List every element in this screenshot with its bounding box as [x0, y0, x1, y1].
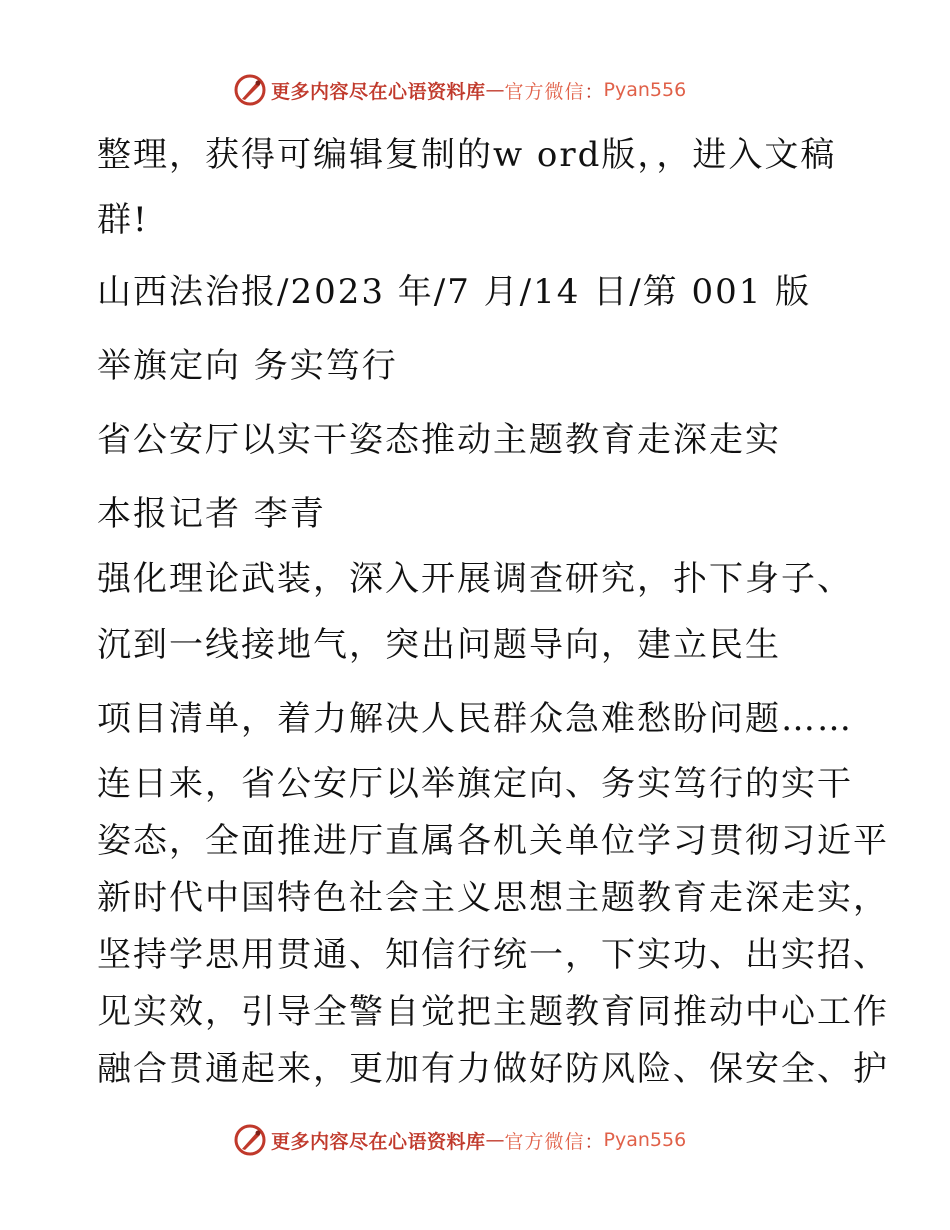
body-line: 坚持学思用贯通、知信行统一，下实功、出实招、: [97, 935, 889, 975]
watermark-contact-id: Pyan556: [603, 1129, 687, 1151]
body-line: 连日来，省公安厅以举旗定向、务实笃行的实干: [97, 764, 853, 804]
body-line: 姿态，全面推进厅直属各机关单位学习贯彻习近平: [97, 821, 889, 861]
footer-watermark: [233, 1122, 686, 1158]
watermark-contact-label: 官方微信: [504, 80, 585, 103]
dateline: 山西法治报/2023 年/7 月/14 日/第 001 版: [97, 272, 812, 312]
quill-logo-icon: [233, 73, 267, 107]
watermark-contact-id: Pyan556: [603, 79, 687, 101]
quill-logo-icon: [233, 1123, 267, 1157]
watermark-contact-label: 官方微信: [504, 1130, 585, 1153]
lead-line: 沉到一线接地气，突出问题导向，建立民生: [97, 625, 781, 665]
lead-line: 项目清单，着力解决人民群众急难愁盼问题……: [97, 699, 853, 739]
article-byline: 本报记者 李青: [97, 494, 326, 534]
text-line: 群!: [97, 200, 149, 240]
body-line: 新时代中国特色社会主义思想主题教育走深走实，: [97, 878, 889, 918]
watermark-dash: —: [485, 1129, 505, 1151]
article-headline: 省公安厅以实干姿态推动主题教育走深走实: [97, 420, 781, 460]
watermark-brand: 更多内容尽在心语资料库: [271, 1130, 486, 1153]
watermark-separator: ：: [584, 1130, 604, 1153]
text-line: 整理，获得可编辑复制的w ord版，，进入文稿: [97, 135, 837, 175]
watermark-separator: ：: [584, 80, 604, 103]
lead-line: 强化理论武装，深入开展调查研究，扑下身子、: [97, 559, 853, 599]
body-line: 见实效，引导全警自觉把主题教育同推动中心工作: [97, 992, 889, 1032]
header-watermark: [233, 72, 686, 108]
document-body: [97, 118, 889, 1098]
article-kicker: 举旗定向 务实笃行: [97, 346, 398, 386]
watermark-dash: —: [485, 79, 505, 101]
watermark-brand: 更多内容尽在心语资料库: [271, 80, 486, 103]
body-line: 融合贯通起来，更加有力做好防风险、保安全、护: [97, 1049, 889, 1089]
